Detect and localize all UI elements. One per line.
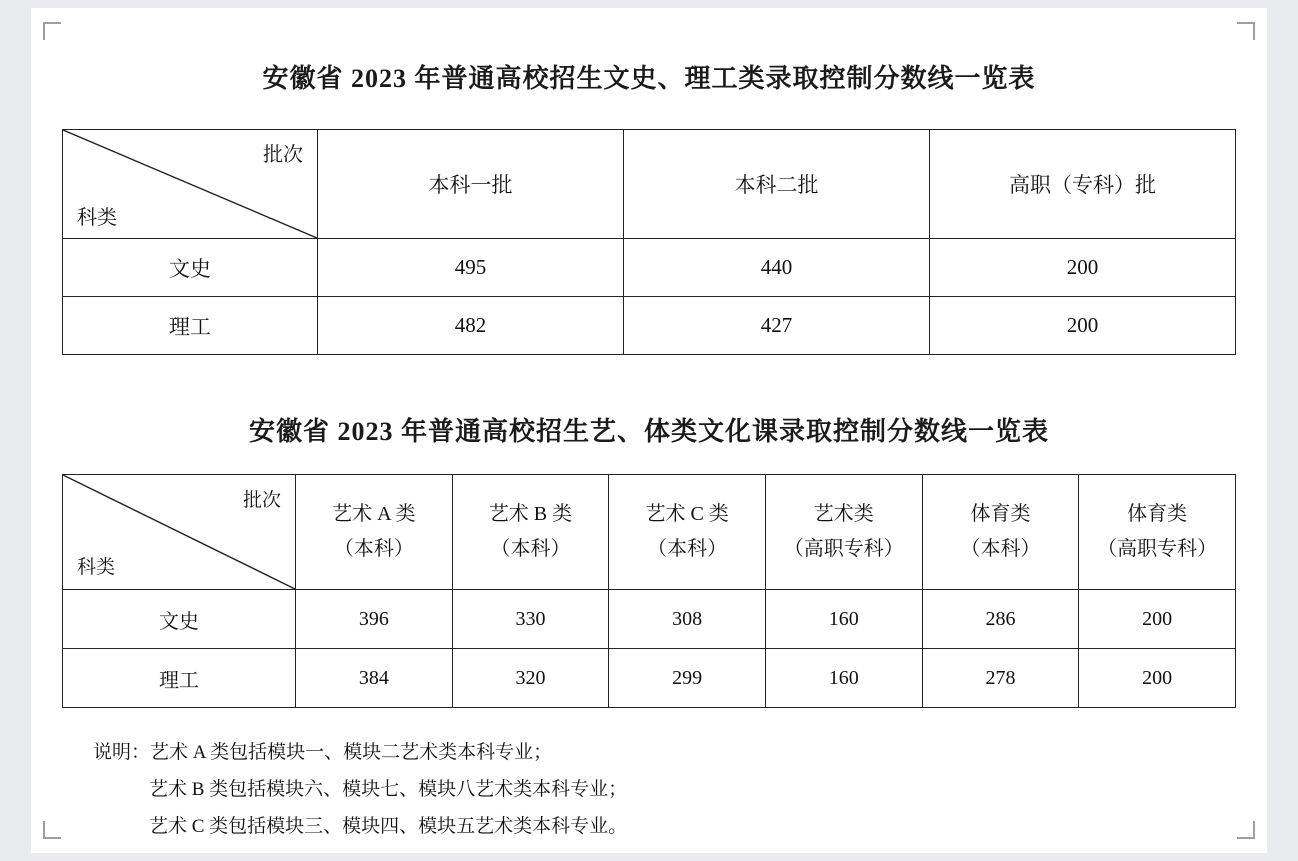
note-line: 艺术 C 类包括模块三、模块四、模块五艺术类本科专业。 [149, 816, 628, 838]
table1-cell: 200 [930, 239, 1236, 297]
table2-cell: 330 [452, 590, 609, 649]
table2-column-header [922, 475, 1079, 590]
table2-column-header-line1: 艺术类 [813, 503, 874, 525]
table-row [63, 649, 1236, 708]
table2-column-header-line1: 艺术 A 类 [332, 503, 416, 525]
score-line-table-art-sports [62, 474, 1236, 708]
table2-column-header-line2: （本科） [647, 538, 728, 560]
table2-cell: 200 [1079, 649, 1236, 708]
table1-title: 安徽省 2023 年普通高校招生文史、理工类录取控制分数线一览表 [262, 64, 1036, 93]
table2-column-header-line1: 体育类 [970, 503, 1031, 525]
table2-column-header-line2: （本科） [490, 538, 571, 560]
table1-corner-header-cell [63, 130, 318, 239]
table2-cell: 384 [296, 649, 453, 708]
table2-column-header [765, 475, 922, 590]
table1-row-label: 理工 [63, 297, 318, 355]
table2-corner-top-label: 批次 [242, 490, 281, 511]
table1-cell: 482 [318, 297, 624, 355]
crop-mark-top-left [43, 22, 61, 40]
note-line: 说明：艺术 A 类包括模块一、模块二艺术类本科专业； [93, 742, 553, 763]
table2-column-header-line1: 艺术 B 类 [488, 503, 573, 525]
table2-row-label: 文史 [63, 590, 296, 649]
table2-corner-bottom-label: 科类 [77, 557, 116, 578]
table1-cell: 440 [624, 239, 930, 297]
table2-cell: 160 [765, 590, 922, 649]
table1-cell: 427 [624, 297, 930, 355]
table2-cell: 160 [765, 649, 922, 708]
table2-cell: 278 [922, 649, 1079, 708]
table2-column-header-line1: 艺术 C 类 [645, 503, 729, 525]
table2-title: 安徽省 2023 年普通高校招生艺、体类文化课录取控制分数线一览表 [248, 417, 1049, 446]
table2-cell: 286 [922, 590, 1079, 649]
table-header-row [63, 130, 1236, 239]
table2-column-header-line2: （本科） [333, 538, 414, 560]
table1-column-header: 本科一批 [318, 130, 624, 239]
table1-cell: 495 [318, 239, 624, 297]
table-row [63, 590, 1236, 649]
table2-cell: 320 [452, 649, 609, 708]
crop-mark-bottom-left [43, 821, 61, 839]
table-header-row [63, 475, 1236, 590]
table2-column-header [452, 475, 609, 590]
table1-column-header: 本科二批 [624, 130, 930, 239]
note-line: 艺术 B 类包括模块六、模块七、模块八艺术类本科专业； [149, 779, 628, 801]
table-row [63, 297, 1236, 355]
table2-cell: 299 [609, 649, 766, 708]
table1-corner-top-label: 批次 [263, 144, 303, 166]
table2-column-header-line2: （高职专科） [1097, 538, 1218, 560]
crop-mark-bottom-right [1237, 821, 1255, 839]
table1-row-label: 文史 [63, 239, 318, 297]
table2-cell: 396 [296, 590, 453, 649]
table1-corner-bottom-label: 科类 [77, 207, 117, 229]
table2-cell: 200 [1079, 590, 1236, 649]
table2-column-header [296, 475, 453, 590]
table2-column-header-line2: （本科） [960, 538, 1041, 560]
table2-cell: 308 [609, 590, 766, 649]
score-line-table-wenshi-ligong [62, 129, 1236, 355]
table-row [63, 239, 1236, 297]
crop-mark-top-right [1237, 22, 1255, 40]
notes-block [93, 734, 1267, 845]
table2-column-header-line1: 体育类 [1127, 503, 1188, 525]
table1-cell: 200 [930, 297, 1236, 355]
table2-column-header [609, 475, 766, 590]
document-page [31, 8, 1267, 853]
table2-row-label: 理工 [63, 649, 296, 708]
table2-column-header [1079, 475, 1236, 590]
table1-column-header: 高职（专科）批 [930, 130, 1236, 239]
table2-corner-header-cell [63, 475, 296, 590]
table2-column-header-line2: （高职专科） [783, 538, 904, 560]
